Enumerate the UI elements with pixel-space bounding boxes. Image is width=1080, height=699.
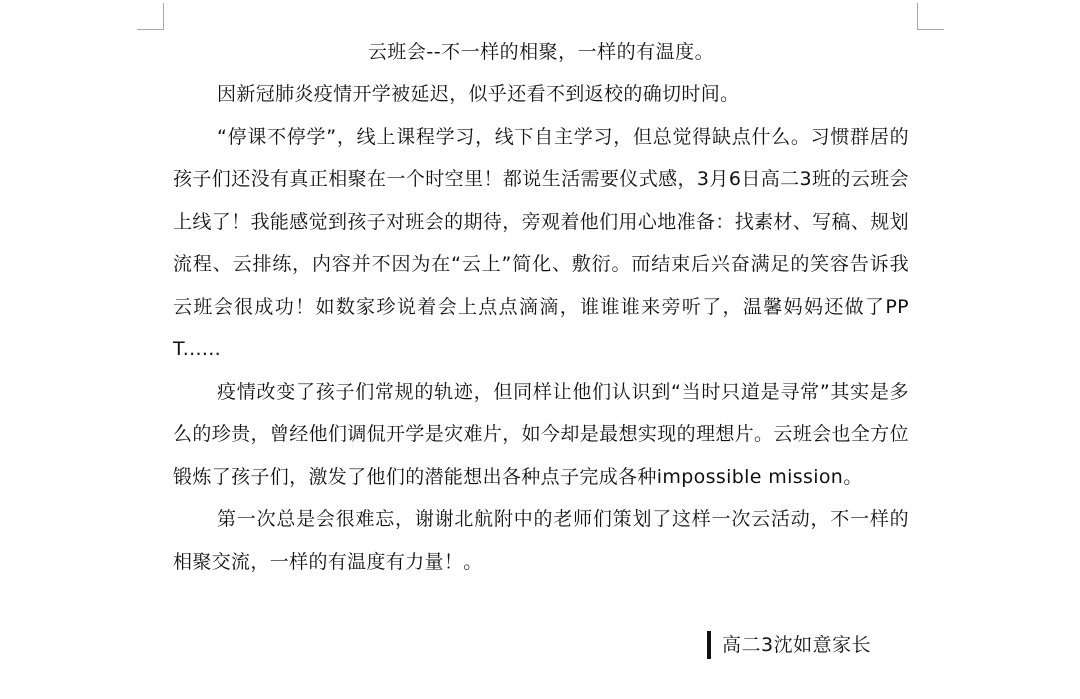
paragraph-2: “停课不停学”，线上课程学习，线下自主学习，但总觉得缺点什么。习惯群居的孩子们还没有真正相聚在一个时空里！都说生活需要仪式感，3月6日高二3班的云班会上线了！我能感觉到孩子对班会的期待，旁观着他们用心地准备：找素材、写稿、规划流程、云排练，内容并不因为在“云上”简化、敷衍。而结束后兴奋满足的笑容告诉我云班会很成功！如数家珍说着会上点点滴滴，谁谁谁来旁听了，温馨妈妈还做了PPT......	[173, 125, 909, 360]
signature-line: 高二3沈如意家长	[707, 631, 871, 659]
paragraph-1: 因新冠肺炎疫情开学被延迟，似乎还看不到返校的确切时间。	[217, 83, 740, 105]
crop-mark-top-right	[917, 3, 944, 30]
paragraph-4: 第一次总是会很难忘，谢谢北航附中的老师们策划了这样一次云活动，不一样的相聚交流，一样的有温度有力量！。	[173, 508, 909, 573]
paragraph-3: 疫情改变了孩子们常规的轨迹，但同样让他们认识到“当时只道是寻常”其实是多么的珍贵，曾经他们调侃开学是灾难片，如今却是最想实现的理想片。云班会也全方位锻炼了孩子们，激发了他们的潜能想出各种点子完成各种impossible mission。	[173, 380, 909, 488]
document-body[interactable]	[173, 34, 909, 583]
document-title: 云班会--不一样的相聚，一样的有温度。	[367, 41, 715, 63]
crop-mark-top-left	[137, 3, 164, 30]
